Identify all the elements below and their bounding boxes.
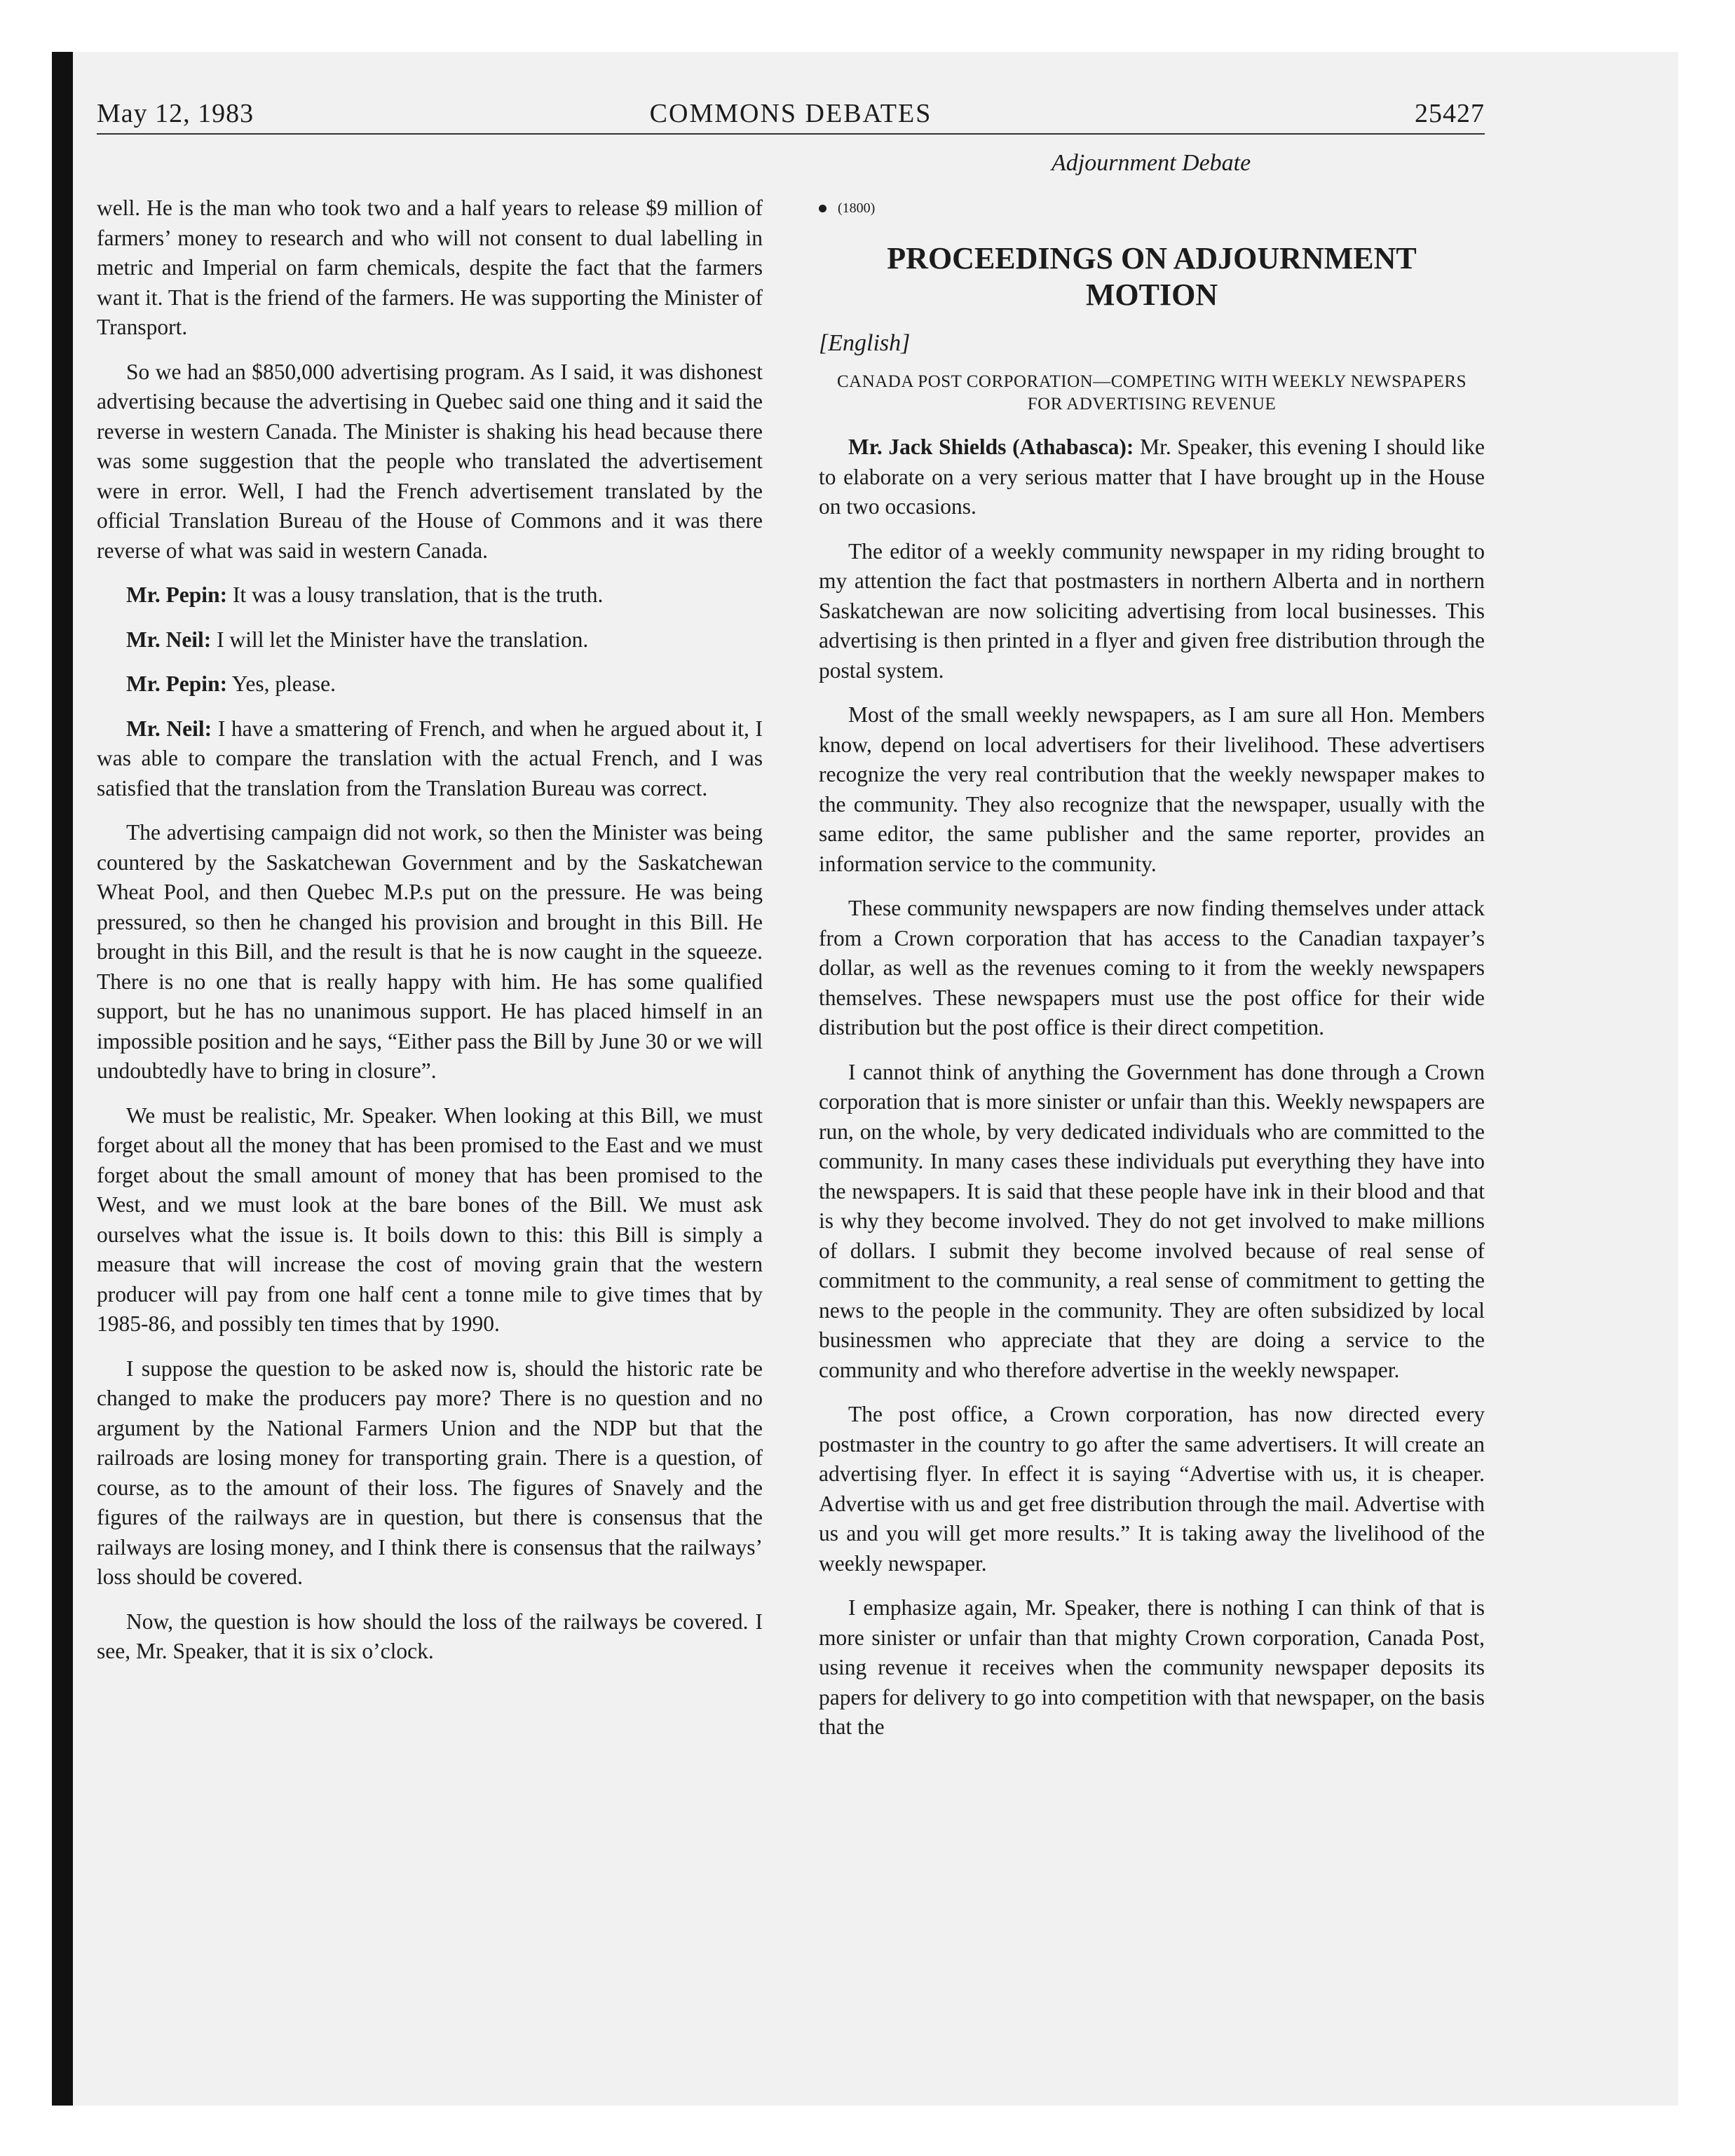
header-title: COMMONS DEBATES xyxy=(649,99,932,128)
section-subheading: CANADA POST CORPORATION—COMPETING WITH WEEKLY NEWSPAPERS FOR ADVERTISING REVENUE xyxy=(836,372,1467,414)
paragraph xyxy=(819,894,1485,1043)
speaker-name: Mr. Neil: xyxy=(126,627,212,652)
paragraph-text: These community newspapers are now finding themselves under attack from a Crown corporation that has access to the Canadian taxpayer’s dollar, as well as the revenues coming to it from the weekly newspapers themselves. These newspapers must use the post office for their wide distribution but the post office is their direct competition. xyxy=(819,896,1485,1039)
paragraph xyxy=(97,1607,763,1667)
paragraph-text: I cannot think of anything the Government has done through a Crown corporation that is more sinister or unfair than this. Weekly newspapers are run, on the whole, by very dedicated individuals who are committed to the community. In many cases these individuals put everything they have into the newspapers. It is said that these people have ink in their blood and that is why they become involved. They do not get involved to make millions of dollars. I submit they become involved because of real sense of commitment to the community, a real sense of commitment to getting the news to the people in the community. They are often subsidized by local businessmen who appreciate that they are doing a service to the community and who therefore advertise in the weekly newspaper. xyxy=(819,1059,1485,1382)
paragraph xyxy=(97,818,763,1086)
paragraph-text: So we had an $850,000 advertising program. As I said, it was dishonest advertising because the advertising in Quebec said one thing and it said the reverse in western Canada. The Minister is shaking his head because there was some suggestion that the people who translated the advertisement were in error. Well, I had the French advertisement translated by the official Translation Bureau of the House of Commons and it was there reverse of what was said in western Canada. xyxy=(97,359,763,563)
paragraph-text: We must be realistic, Mr. Speaker. When looking at this Bill, we must forget about all the money that has been promised to the East and we must forget about the small amount of money that has been promised to the West, and we must look at the bare bones of the Bill. We must ask ourselves what the issue is. It boils down to this: this Bill is simply a measure that will increase the cost of moving grain that the western producer will pay from one half cent a tonne mile to give times that by 1985-86, and possibly ten times that by 1990. xyxy=(97,1103,763,1336)
paragraph xyxy=(97,1354,763,1592)
language-marker: [English] xyxy=(819,329,911,356)
paragraph xyxy=(97,1101,763,1339)
paragraph xyxy=(97,669,763,700)
paragraph-text: Now, the question is how should the loss of the railways be covered. I see, Mr. Speaker, that it is six o’clock. xyxy=(97,1609,763,1663)
paragraph xyxy=(97,580,763,610)
paragraph-text: The editor of a weekly community newspaper in my riding brought to my attention the fact that postmasters in northern Alberta and in northern Saskatchewan are now soliciting advertising from local businesses. This advertising is then printed in a flyer and given free distribution through the postal system. xyxy=(819,538,1485,683)
paragraph-text: The post office, a Crown corporation, has now directed every postmaster in the country to go after the same advertisers. It will create an advertising flyer. In effect it is saying “Advertise with us, it is cheaper. Advertise with us and get free distribution through the mail. Advertise with us and you will get more results.” It is taking away the livelihood of the weekly newspaper. xyxy=(819,1402,1485,1576)
paragraph xyxy=(819,537,1485,686)
speaker-name: Mr. Jack Shields (Athabasca): xyxy=(848,435,1134,459)
running-head xyxy=(97,98,1485,137)
paragraph-text: The advertising campaign did not work, so then the Minister was being countered by the Saskatchewan Government and by the Saskatchewan Wheat Pool, and then Quebec M.P.s put on the pressure. He was being pressured, so then he changed his provision and brought in this Bill. He brought in this Bill, and the result is that he is now caught in the squeeze. There is no one that is really happy with him. He has some qualified support, but he has no unanimous support. He has placed himself in an impossible position and he says, “Either pass the Bill by June 30 or we will undoubtedly have to bring in closure”. xyxy=(97,820,763,1083)
paragraph-text: I emphasize again, Mr. Speaker, there is nothing I can think of that is more sinister or unfair than that mighty Crown corporation, Canada Post, using revenue it receives when the community newspaper deposits its papers for delivery to go into competition with that newspaper, on the basis that the xyxy=(819,1595,1485,1739)
speaker-name: Mr. Neil: xyxy=(126,716,212,741)
left-column xyxy=(97,193,763,1681)
paragraph xyxy=(97,625,763,655)
paragraph xyxy=(97,193,763,343)
paragraph xyxy=(819,1593,1485,1742)
bullet-icon xyxy=(819,205,826,212)
paragraph-text: Most of the small weekly newspapers, as I am sure all Hon. Members know, depend on local advertisers for their livelihood. These advertisers recognize the very real contribution that the weekly newspaper makes to the community. They also recognize that the newspaper, usually with the same editor, the same publisher and the same reporter, provides an information service to the community. xyxy=(819,702,1485,876)
paragraph-text: I suppose the question to be asked now is, should the historic rate be changed to make the producers pay more? There is no question and no argument by the National Farmers Union and the NDP but that the railroads are losing money for transporting grain. There is a question, of course, as to the amount of their loss. The figures of Snavely and the figures of the railways are in question, but there is consensus that the railways are losing money, and I think there is consensus that the railways’ loss should be covered. xyxy=(97,1356,763,1589)
paragraph xyxy=(819,432,1485,522)
time-mark xyxy=(819,193,1485,224)
right-paragraphs xyxy=(819,432,1485,1742)
section-heading: PROCEEDINGS ON ADJOURNMENT MOTION xyxy=(887,240,1417,312)
right-column xyxy=(819,193,1485,1757)
paragraph xyxy=(97,357,763,566)
paragraph-text: Mr. Speaker, this evening I should like to elaborate on a very serious matter that I have brought up in the House on two occasions. xyxy=(819,435,1485,519)
header-date: May 12, 1983 xyxy=(97,99,254,128)
header-rule xyxy=(97,133,1485,135)
paragraph-text: well. He is the man who took two and a half years to release $9 million of farmers’ money to research and who will not consent to dual labelling in metric and Imperial on farm chemicals, despite the fact that the farmers want it. That is the friend of the farmers. He was supporting the Minister of Transport. xyxy=(97,196,763,339)
paragraph xyxy=(97,714,763,804)
time-mark-label: (1800) xyxy=(838,200,876,216)
paragraph xyxy=(819,1058,1485,1386)
paragraph-text: It was a lousy translation, that is the truth. xyxy=(232,582,604,607)
paragraph-text: Yes, please. xyxy=(231,671,336,696)
section-tag: Adjournment Debate xyxy=(1052,150,1251,176)
header-page-number: 25427 xyxy=(1415,99,1485,128)
scan-margin xyxy=(0,0,52,2156)
speaker-name: Mr. Pepin: xyxy=(126,671,228,696)
speaker-name: Mr. Pepin: xyxy=(126,582,228,607)
paragraph xyxy=(819,700,1485,879)
scan-binding-edge xyxy=(52,52,73,2106)
paragraph-text: I have a smattering of French, and when he argued about it, I was able to compare the translation with the actual French, and I was satisfied that the translation from the Translation Bureau was correct. xyxy=(97,716,763,800)
paragraph-text: I will let the Minister have the translation. xyxy=(217,627,589,652)
paragraph xyxy=(819,1400,1485,1578)
